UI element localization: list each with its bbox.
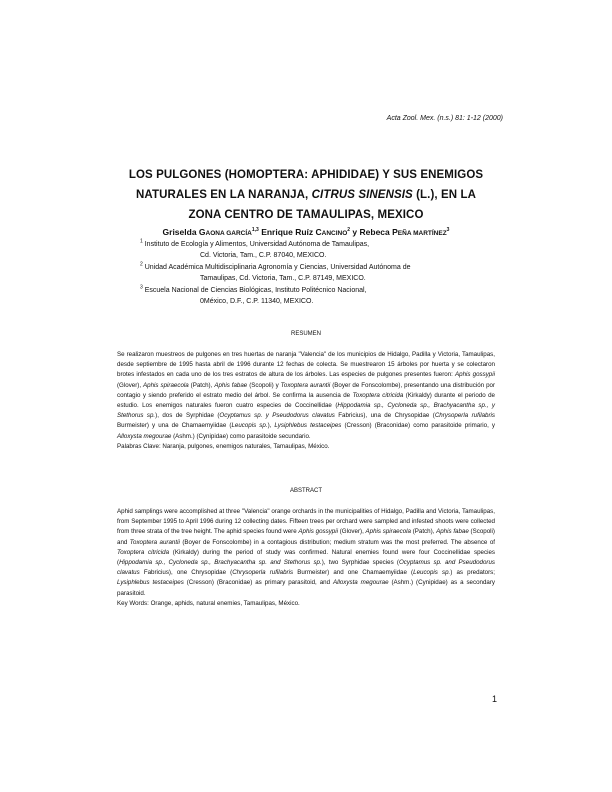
- paper-title: [90, 165, 522, 225]
- affiliation-text: Escuela Nacional de Ciencias Biológicas, Instituto Politécnico Nacional,: [142, 287, 367, 294]
- page-number: 1: [491, 694, 497, 704]
- journal-citation: Acta Zool. Mex. (n.s.) 81: 1-12 (2000): [386, 115, 503, 122]
- abstract-heading: ABSTRACT: [289, 488, 322, 494]
- author-sup: 2: [347, 227, 351, 234]
- affiliation-text: 0México, D.F., C.P. 11340, MEXICO.: [200, 298, 314, 305]
- author-name-smallcaps: ANCINO: [321, 230, 348, 237]
- author-sup: 1,3: [251, 227, 259, 234]
- title-text: NATURALES EN LA NARANJA,: [136, 189, 312, 201]
- author-name: y Rebeca P: [350, 227, 398, 237]
- affiliation-text: Cd. Victoria, Tam., C.P. 87040, MEXICO.: [200, 252, 327, 259]
- title-line-2: [90, 185, 522, 205]
- resumen-keywords: Palabras Clave: Naranja, pulgones, enemigos naturales, Tamaulipas, México.: [117, 442, 330, 450]
- abstract-body: [117, 507, 495, 609]
- affiliation-sup: 3: [140, 284, 143, 291]
- resumen-heading: RESUMEN: [290, 331, 321, 337]
- affiliation-text: Instituto de Ecología y Alimentos, Universidad Autónoma de Tamaulipas,: [142, 241, 370, 248]
- author-name: Griselda G: [162, 227, 206, 237]
- title-line-1: LOS PULGONES (HOMOPTERA: APHIDIDAE) Y SUS ENEMIGOS: [128, 169, 484, 181]
- affiliation-sup: 1: [140, 238, 143, 245]
- affiliation-2: [140, 262, 470, 284]
- abstract-paragraph: Aphid samplings were accomplished at three "Valencia" orange orchards in the municipalities of Hidalgo, Padilla and Victoria, Tamaulipas, from September 1995 to April 1996 during 12 collecting dates. Fifteen trees per orchard were sampled and infested shoots were collected from three strata of the tree height. The aphid species found were Aphis gossypii (Glover), Aphis spiraecola (Patch), Aphis fabae (Scopoli) and Toxoptera aurantii (Boyer de Fonscolombe) in a contagious distribution; medium stratum was the most preferred. The absence of Toxoptera citricida (Kirkaldy) during the period of study was confirmed. Natural enemies found were four Coccinellidae species (Hippodamia sp., Cycloneda sp., Brachyacantha sp. and Stethorus sp.), two Syrphidae species (Ocyptamus sp. and Pseudodorus clavatus Fabricius), one Chrysopidae (Chrysoperla rufilabris Burmeister) and one Chamaemyiidae (Leucopis sp.) as predators; Lysiphlebus testaceipes (Cresson) (Braconidae) as primary parasitoid, and Alloxysta megourae (Ashm.) (Cynipidae) as a secondary parasitoid.: [117, 508, 496, 597]
- author-name-smallcaps: EÑA MARTÍNEZ: [397, 230, 447, 237]
- title-text: (L.), EN LA: [412, 189, 476, 201]
- resumen-paragraph: Se realizaron muestreos de pulgones en tres huertas de naranja "Valencia" de los municipios de Hidalgo, Padilla y Victoria, Tamaulipas, desde septiembre de 1995 hasta abril de 1996 durante 12 fechas de colecta. Se muestrearon 15 árboles por huerta y se colectaron brotes infestados en cada uno de los tres estratos de altura de los árboles. Las especies de pulgones presentes fueron: Aphis gossypii (Glover), Aphis spiraecola (Patch), Aphis fabae (Scopoli) y Toxoptera aurantii (Boyer de Fonscolombe), presentando una distribución por contagio y siendo preferido el estrato medio del árbol. Se confirma la ausencia de Toxoptera citricida (Kirkaldy) durante el periodo de estudio. Los enemigos naturales fueron cuatro especies de Coccinellidae (Hippodamia sp., Cycloneda sp., Brachyacantha sp., y Stethorus sp.), dos de Syrphidae (Ocyptamus sp. y Pseudodorus clavatus Fabricius), una de Chrysopidae (Chrysoperla rufilabris Burmeister) y una de Chamaemyiidae (Leucopis sp.), Lysiphlebus testaceipes (Cresson) (Braconidae) como parasitoide primario, y Alloxysta megourae (Ashm.) (Cynipidae) como parasitoide secundario.: [117, 351, 496, 440]
- author-list: [90, 227, 522, 237]
- author-name: Enrique Ruíz C: [258, 227, 322, 237]
- title-species: CITRUS SINENSIS: [311, 189, 413, 201]
- resumen-body: [117, 350, 495, 452]
- abstract-keywords: Key Words: Orange, aphids, natural enemies, Tamaulipas, México.: [117, 599, 300, 607]
- affiliation-sup: 2: [140, 261, 143, 268]
- author-name-smallcaps: AONA GARCÍA: [205, 230, 252, 237]
- affiliation-text: Tamaulipas, Cd. Victoria, Tam., C.P. 87149, MEXICO.: [200, 275, 366, 282]
- author-sup: 3: [446, 227, 450, 234]
- title-line-3: ZONA CENTRO DE TAMAULIPAS, MEXICO: [188, 209, 424, 221]
- affiliation-1: [140, 239, 470, 261]
- affiliation-text: Unidad Académica Multidisciplinaria Agronomía y Ciencias, Universidad Autónoma de: [142, 264, 411, 271]
- affiliation-3: [140, 285, 470, 307]
